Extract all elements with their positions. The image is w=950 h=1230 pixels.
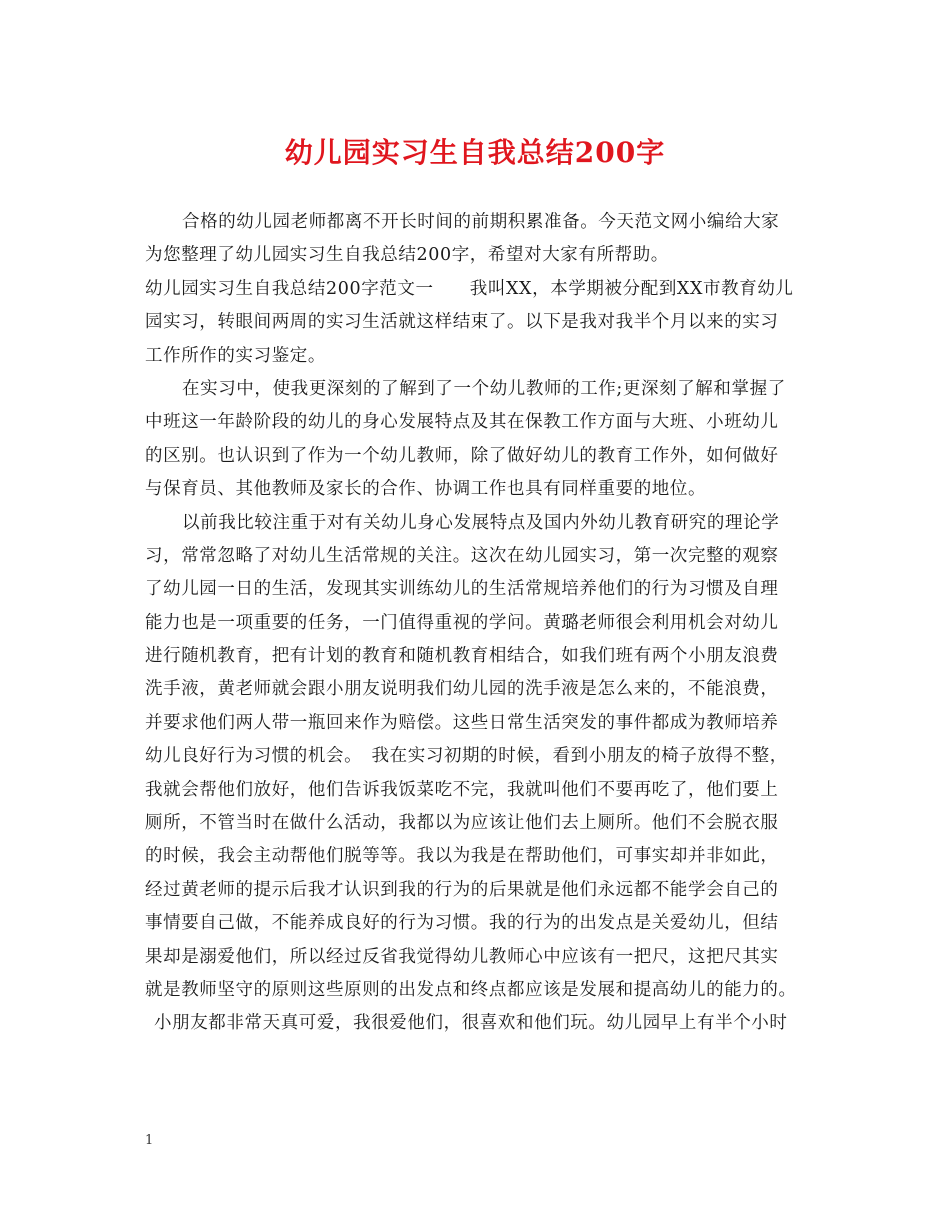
body-line: 的区别。也认识到了作为一个幼儿教师，除了做好幼儿的教育工作外，如何做好 xyxy=(145,445,779,466)
body-line: 就是教师坚守的原则这些原则的出发点和终点都应该是发展和提高幼儿的能力的。 xyxy=(145,979,797,1000)
body-line: 以前我比较注重于对有关幼儿身心发展特点及国内外幼儿教育研究的理论学 xyxy=(182,512,780,533)
body-line: 并要求他们两人带一瓶回来作为赔偿。这些日常生活突发的事件都成为教师培养 xyxy=(145,712,779,733)
body-line: 幼儿园实习生自我总结200字范文一 我叫XX，本学期被分配到XX市教育幼儿 xyxy=(145,278,794,299)
body-line: 事情要自己做，不能养成良好的行为习惯。我的行为的出发点是关爱幼儿，但结 xyxy=(145,913,779,934)
body-line: 习，常常忽略了对幼儿生活常规的关注。这次在幼儿园实习，第一次完整的观察 xyxy=(145,545,779,566)
body-line: 合格的幼儿园老师都离不开长时间的前期积累准备。今天范文网小编给大家 xyxy=(182,212,780,232)
body-line: 了幼儿园一日的生活，发现其实训练幼儿的生活常规培养他们的行为习惯及自理 xyxy=(145,579,779,600)
body-line: 进行随机教育，把有计划的教育和随机教育相结合，如我们班有两个小朋友浪费 xyxy=(145,646,779,667)
body-line: 能力也是一项重要的任务，一门值得重视的学问。黄璐老师很会利用机会对幼儿 xyxy=(145,612,779,633)
body-line: 在实习中，使我更深刻的了解到了一个幼儿教师的工作;更深刻了解和掌握了 xyxy=(182,378,786,399)
body-line: 园实习，转眼间两周的实习生活就这样结束了。以下是我对我半个月以来的实习 xyxy=(145,312,779,333)
page-number: 1 xyxy=(145,1133,154,1148)
body-line: 幼儿良好行为习惯的机会。 我在实习初期的时候，看到小朋友的椅子放得不整， xyxy=(145,746,788,767)
body-line: 为您整理了幼儿园实习生自我总结200字，希望对大家有所帮助。 xyxy=(145,245,669,266)
body-line: 的时候，我会主动帮他们脱等等。我以为我是在帮助他们，可事实却并非如此， xyxy=(145,846,779,867)
body-line: 小朋友都非常天真可爱，我很爱他们，很喜欢和他们玩。幼儿园早上有半个小时 xyxy=(154,1013,788,1034)
body-line: 洗手液，黄老师就会跟小朋友说明我们幼儿园的洗手液是怎么来的，不能浪费， xyxy=(145,679,779,700)
body-line: 与保育员、其他教师及家长的合作、协调工作也具有同样重要的地位。 xyxy=(145,479,707,500)
document-title: 幼儿园实习生自我总结200字 xyxy=(284,136,666,169)
body-line: 经过黄老师的提示后我才认识到我的行为的后果就是他们永远都不能学会自己的 xyxy=(145,879,779,900)
body-line: 中班这一年龄阶段的幼儿的身心发展特点及其在保教工作方面与大班、小班幼儿 xyxy=(145,412,779,433)
document-body xyxy=(145,206,815,1041)
body-line: 果却是溺爱他们，所以经过反省我觉得幼儿教师心中应该有一把尺，这把尺其实 xyxy=(145,946,779,967)
body-line: 厕所，不管当时在做什么活动，我都以为应该让他们去上厕所。他们不会脱衣服 xyxy=(145,813,779,834)
body-line: 我就会帮他们放好，他们告诉我饭菜吃不完，我就叫他们不要再吃了，他们要上 xyxy=(145,779,779,800)
body-line: 工作所作的实习鉴定。 xyxy=(145,345,326,366)
